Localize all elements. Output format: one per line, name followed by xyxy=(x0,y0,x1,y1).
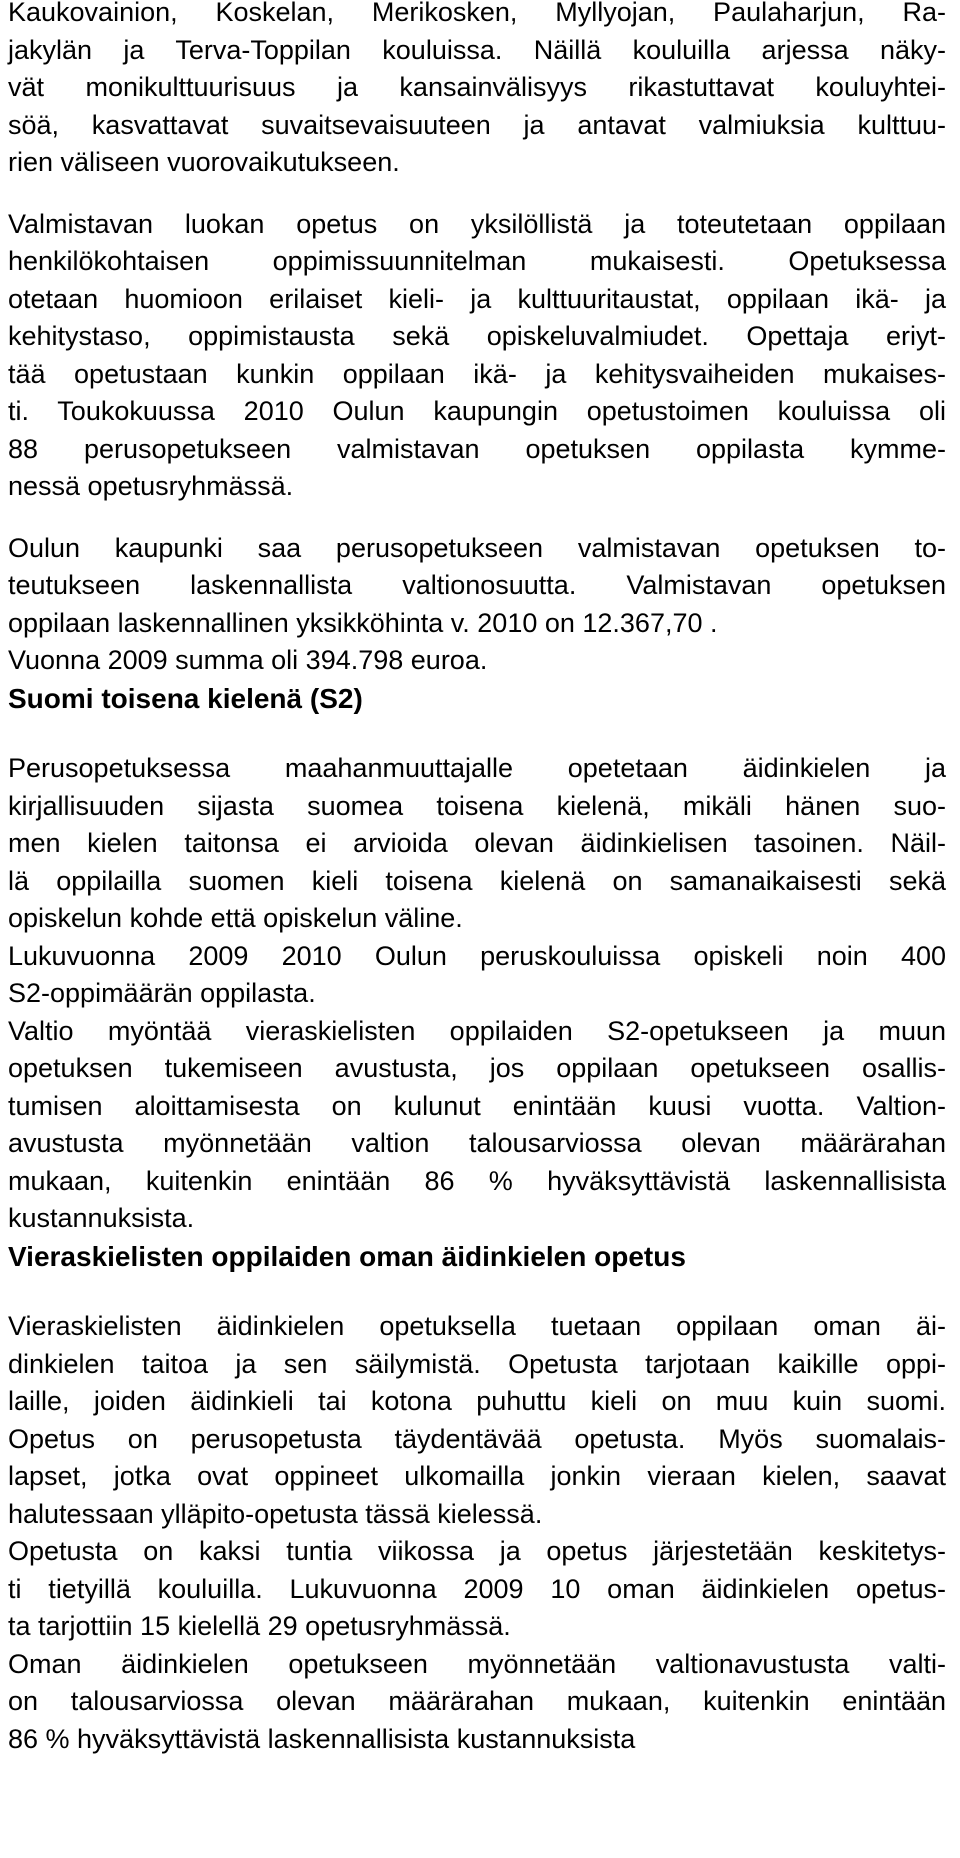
text-line: opiskelun kohde että opiskelun väline. xyxy=(8,903,463,933)
text-line: Kaukovainion, Koskelan, Merikosken, Myllyojan, Paulaharjun, Ra- xyxy=(8,0,946,27)
text-line: avustusta myönnetään valtion talousarviossa olevan määrärahan xyxy=(8,1128,946,1158)
text-line: teutukseen laskennallista valtionosuutta. Valmistavan opetuksen xyxy=(8,570,946,600)
text-line: Valtio myöntää vieraskielisten oppilaiden S2-opetukseen ja muun xyxy=(8,1015,946,1046)
text-line: rien väliseen vuorovaikutukseen. xyxy=(8,147,400,177)
text-line: tää opetustaan kunkin oppilaan ikä- ja kehitysvaiheiden mukaises- xyxy=(8,358,946,389)
text-line: Oulun kaupunki saa perusopetukseen valmistavan opetuksen to- xyxy=(8,532,946,563)
text-line: tumisen aloittamisesta on kulunut enintään kuusi vuotta. Valtion- xyxy=(8,1090,946,1121)
text-line: oppilaan laskennallinen yksikköhinta v. 2010 on 12.367,70 . xyxy=(8,607,718,638)
text-line: on talousarviossa olevan määrärahan mukaan, kuitenkin enintään xyxy=(8,1686,946,1716)
text-line: Opetus on perusopetusta täydentävää opetusta. Myös suomalais- xyxy=(8,1423,946,1454)
text-line: kustannuksista. xyxy=(8,1203,195,1233)
s2-paragraph xyxy=(8,750,946,938)
text-line: otetaan huomioon erilaiset kieli- ja kulttuuritaustat, oppilaan ikä- ja xyxy=(8,283,946,314)
text-line: nessä opetusryhmässä. xyxy=(8,471,294,501)
text-line: kirjallisuuden sijasta suomea toisena kielenä, mikäli hänen suo- xyxy=(8,790,946,821)
text-line: opetuksen tukemiseen avustusta, jos oppilaan opetukseen osallis- xyxy=(8,1053,946,1083)
text-line: Opetusta on kaksi tuntia viikossa ja opetus järjestetään keskitetys- xyxy=(8,1536,946,1566)
text-line: Vuonna 2009 summa oli 394.798 euroa. xyxy=(8,645,488,675)
text-line: ti. Toukokuussa 2010 Oulun kaupungin opetustoimen kouluissa oli xyxy=(8,396,946,426)
mother-tongue-funding-paragraph xyxy=(8,1646,946,1759)
text-line: S2-oppimäärän oppilasta. xyxy=(8,978,316,1008)
funding-paragraph xyxy=(8,530,946,680)
text-line: lä oppilailla suomen kieli toisena kielenä on samanaikaisesti sekä xyxy=(8,865,946,896)
mother-tongue-section-heading: Vieraskielisten oppilaiden oman äidinkielen opetus xyxy=(8,1240,686,1272)
text-line: dinkielen taitoa ja sen säilymistä. Opetusta tarjotaan kaikille oppi- xyxy=(8,1348,946,1379)
intro-paragraph xyxy=(8,0,946,182)
text-line: henkilökohtaisen oppimissuunnitelman mukaisesti. Opetuksessa xyxy=(8,246,946,276)
text-line: 86 % hyväksyttävistä laskennallisista kustannuksista xyxy=(8,1723,636,1754)
valmistava-paragraph xyxy=(8,206,946,506)
text-line: ti tietyillä kouluilla. Lukuvuonna 2009 10 oman äidinkielen opetus- xyxy=(8,1573,946,1604)
s2-section-heading: Suomi toisena kielenä (S2) xyxy=(8,682,363,714)
text-line: Vieraskielisten äidinkielen opetuksella tuetaan oppilaan oman äi- xyxy=(8,1311,946,1341)
text-line: ta tarjottiin 15 kielellä 29 opetusryhmässä. xyxy=(8,1611,511,1641)
text-line: kehitystaso, oppimistausta sekä opiskeluvalmiudet. Opettaja eriyt- xyxy=(8,321,946,351)
text-line: men kielen taitonsa ei arvioida olevan äidinkielisen tasoinen. Näil- xyxy=(8,828,946,858)
text-line: vät monikulttuurisuus ja kansainvälisyys rikastuttavat kouluyhtei- xyxy=(8,72,946,102)
text-line: jakylän ja Terva-Toppilan kouluissa. Näillä kouluilla arjessa näky- xyxy=(8,34,946,65)
text-line: lapset, jotka ovat oppineet ulkomailla jonkin vieraan kielen, saavat xyxy=(8,1461,946,1491)
text-line: halutessaan ylläpito-opetusta tässä kielessä. xyxy=(8,1498,543,1529)
text-line: mukaan, kuitenkin enintään 86 % hyväksyttävistä laskennallisista xyxy=(8,1165,946,1196)
text-line: Oman äidinkielen opetukseen myönnetään valtionavustusta valti- xyxy=(8,1648,946,1679)
s2-students-paragraph xyxy=(8,938,946,1013)
text-line: Perusopetuksessa maahanmuuttajalle opetetaan äidinkielen ja xyxy=(8,753,946,783)
mother-tongue-paragraph xyxy=(8,1308,946,1533)
text-line: laille, joiden äidinkieli tai kotona puhuttu kieli on muu kuin suomi. xyxy=(8,1386,946,1416)
s2-funding-paragraph xyxy=(8,1013,946,1238)
text-line: Valmistavan luokan opetus on yksilöllistä ja toteutetaan oppilaan xyxy=(8,208,946,239)
mother-tongue-schedule-paragraph xyxy=(8,1533,946,1646)
text-line: Lukuvuonna 2009 2010 Oulun peruskouluissa opiskeli noin 400 xyxy=(8,940,946,971)
text-line: 88 perusopetukseen valmistavan opetuksen oppilasta kymme- xyxy=(8,433,946,464)
text-line: söä, kasvattavat suvaitsevaisuuteen ja antavat valmiuksia kulttuu- xyxy=(8,109,946,140)
